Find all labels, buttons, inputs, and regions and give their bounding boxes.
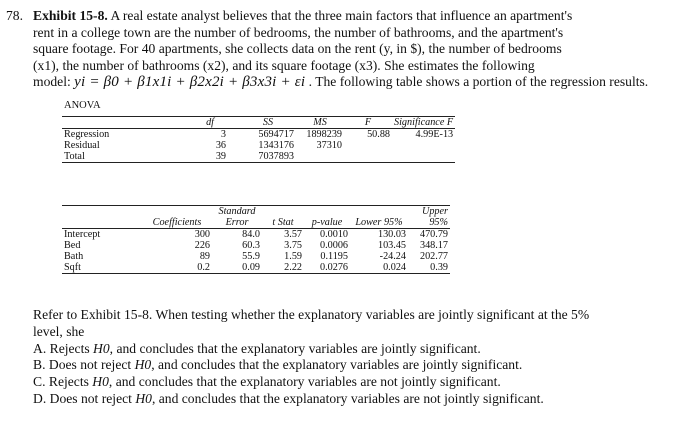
coef-header-lower: Lower 95% bbox=[355, 217, 403, 228]
option-letter: B. bbox=[33, 357, 46, 373]
coef-t: 3.57 bbox=[284, 229, 302, 240]
anova-sig: 4.99E-13 bbox=[415, 129, 454, 140]
option-a[interactable] bbox=[33, 341, 673, 358]
table-row bbox=[62, 240, 450, 251]
anova-df: 3 bbox=[220, 129, 226, 140]
coef-lower: 103.45 bbox=[377, 240, 406, 251]
anova-sig bbox=[392, 140, 455, 151]
option-lead: Rejects bbox=[48, 374, 89, 390]
option-d[interactable] bbox=[33, 391, 673, 408]
coef-header-coefficients: Coefficients bbox=[152, 217, 202, 228]
coef-header-t: t Stat bbox=[272, 217, 294, 228]
anova-header-blank bbox=[62, 117, 144, 129]
question-text-2: rent in a college town are the number of bedrooms, the number of bathrooms, and the apartment's bbox=[33, 24, 564, 40]
anova-header-ms: MS bbox=[313, 117, 327, 128]
coef-t: 1.59 bbox=[284, 251, 302, 262]
table-row bbox=[62, 229, 450, 241]
followup-prompt-1: Refer to Exhibit 15-8. When testing whether the explanatory variables are jointly significant at the 5% bbox=[33, 307, 590, 322]
coefficients-table bbox=[62, 205, 450, 274]
coef-label: Sqft bbox=[64, 262, 81, 273]
anova-label: Regression bbox=[64, 129, 110, 140]
question-text-1: A real estate analyst believes that the three main factors that influence an apartment's bbox=[110, 8, 573, 23]
model-label: model: bbox=[33, 74, 71, 90]
anova-ss: 5694717 bbox=[258, 129, 294, 140]
h0-symbol: H0 bbox=[134, 357, 152, 373]
anova-label: Total bbox=[64, 151, 85, 162]
coef-se: 55.9 bbox=[242, 251, 260, 262]
coef-header-blank bbox=[62, 206, 142, 229]
coef-t: 2.22 bbox=[284, 262, 302, 273]
h0-symbol: H0 bbox=[93, 340, 110, 356]
model-line bbox=[6, 74, 686, 91]
option-letter: C. bbox=[33, 374, 46, 390]
table-row bbox=[62, 262, 450, 274]
coef-header-row bbox=[62, 206, 450, 229]
anova-header-sig: Significance F bbox=[394, 117, 454, 128]
option-c[interactable] bbox=[33, 374, 673, 391]
coef-p: 0.1195 bbox=[320, 251, 348, 262]
h0-symbol: H0 bbox=[92, 374, 109, 390]
coef-p: 0.0006 bbox=[319, 240, 348, 251]
option-rest: , and concludes that the explanatory variables are not jointly significant. bbox=[151, 390, 544, 406]
option-letter: A. bbox=[33, 340, 47, 356]
option-lead: Does not reject bbox=[48, 357, 132, 373]
coef-t: 3.75 bbox=[284, 240, 302, 251]
anova-ms: 1898239 bbox=[306, 129, 342, 140]
anova-sig bbox=[392, 151, 455, 163]
anova-title: ANOVA bbox=[64, 100, 101, 111]
coef-header-se: Standard Error bbox=[218, 206, 256, 228]
coef-upper: 348.17 bbox=[419, 240, 448, 251]
anova-ss: 1343176 bbox=[258, 140, 294, 151]
table-row bbox=[62, 251, 450, 262]
anova-header-f: F bbox=[364, 117, 372, 128]
option-letter: D. bbox=[33, 390, 47, 406]
anova-f bbox=[344, 151, 392, 163]
coef-se: 60.3 bbox=[242, 240, 260, 251]
followup-prompt-2: level, she bbox=[33, 323, 85, 339]
coef-se: 0.09 bbox=[242, 262, 260, 273]
coef-lower: 130.03 bbox=[377, 229, 406, 240]
coef-se: 84.0 bbox=[242, 229, 260, 240]
anova-label: Residual bbox=[64, 140, 100, 151]
coef-lower: 0.024 bbox=[383, 262, 406, 273]
table-row bbox=[62, 129, 455, 141]
coef-header-p: p-value bbox=[311, 217, 343, 228]
coef-label: Bed bbox=[64, 240, 81, 251]
coef-p: 0.0010 bbox=[319, 229, 348, 240]
anova-f bbox=[344, 140, 392, 151]
coef-p: 0.0276 bbox=[319, 262, 348, 273]
coef-label: Bath bbox=[64, 251, 84, 262]
coef-lower: -24.24 bbox=[379, 251, 406, 262]
anova-ss: 7037893 bbox=[258, 151, 294, 162]
exhibit-title: Exhibit 15-8. bbox=[33, 8, 108, 23]
anova-table bbox=[62, 116, 455, 163]
question-number: 78. bbox=[6, 8, 23, 23]
coef-value: 89 bbox=[199, 251, 210, 262]
option-rest: , and concludes that the explanatory variables are jointly significant. bbox=[109, 340, 481, 356]
coef-upper: 0.39 bbox=[430, 262, 448, 273]
question-text-4: (x1), the number of bathrooms (x2), and its square footage (x3). She estimates the following bbox=[33, 57, 535, 73]
option-rest: , and concludes that the explanatory variables are jointly significant. bbox=[151, 357, 523, 373]
anova-ms bbox=[296, 151, 344, 163]
anova-df: 39 bbox=[215, 151, 226, 162]
followup-block bbox=[33, 307, 673, 408]
question-text-3: square footage. For 40 apartments, she collects data on the rent (y, in $), the number of bedrooms bbox=[33, 41, 562, 57]
coef-upper: 202.77 bbox=[419, 251, 448, 262]
coef-value: 226 bbox=[194, 240, 210, 251]
option-b[interactable] bbox=[33, 357, 673, 374]
coef-upper: 470.79 bbox=[419, 229, 448, 240]
question-line-1 bbox=[6, 8, 686, 25]
anova-header-df: df bbox=[206, 117, 214, 128]
model-tail: . The following table shows a portion of the regression results. bbox=[308, 74, 649, 90]
table-row bbox=[62, 151, 455, 163]
coef-header-upper: Upper 95% bbox=[421, 206, 448, 228]
regression-equation: yi = β0 + β1x1i + β2x2i + β3x3i + εi bbox=[74, 74, 306, 91]
h0-symbol: H0 bbox=[135, 390, 152, 406]
coef-value: 0.2 bbox=[197, 262, 210, 273]
option-lead: Rejects bbox=[49, 340, 90, 356]
option-lead: Does not reject bbox=[49, 390, 132, 406]
option-rest: , and concludes that the explanatory variables are not jointly significant. bbox=[108, 374, 501, 390]
anova-f: 50.88 bbox=[367, 129, 390, 140]
anova-header-ss: SS bbox=[262, 117, 274, 128]
coef-value: 300 bbox=[194, 229, 210, 240]
anova-ms: 37310 bbox=[316, 140, 342, 151]
coef-label: Intercept bbox=[64, 229, 101, 240]
anova-df: 36 bbox=[215, 140, 226, 151]
question-block bbox=[6, 8, 686, 91]
anova-header-row bbox=[62, 117, 455, 129]
table-row bbox=[62, 140, 455, 151]
